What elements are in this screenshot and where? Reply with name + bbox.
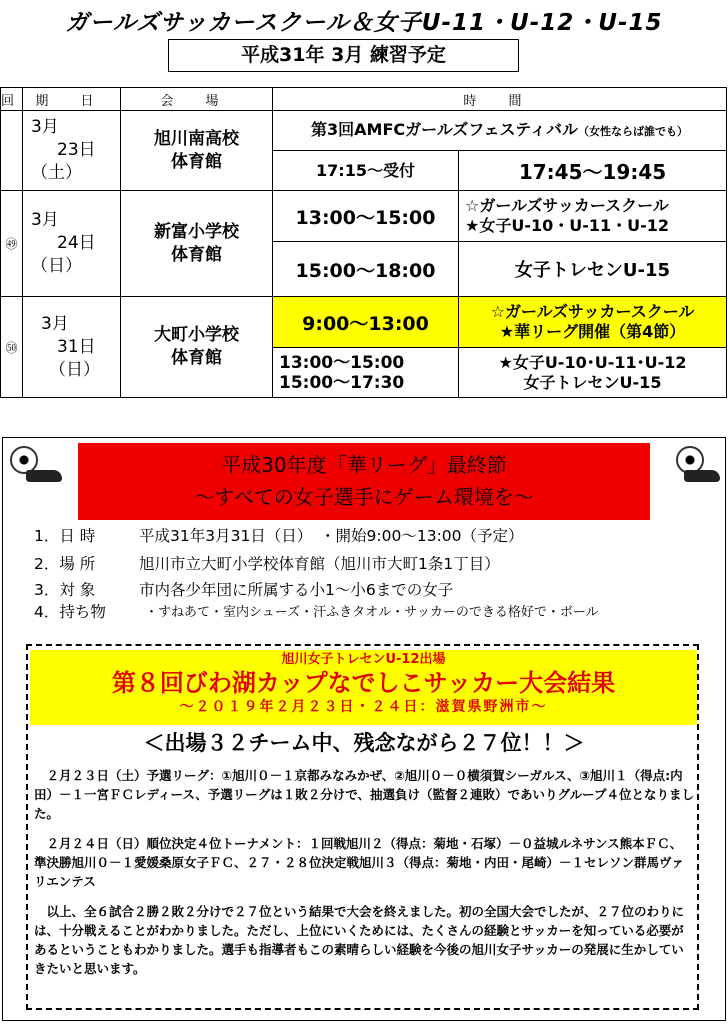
info-value: ・すねあて・室内シューズ・汗ふきタオル・サッカーのできる格好で・ボール [145, 605, 599, 620]
info-label: 2．場 所 [34, 555, 96, 573]
report-paragraph: ２月２４日（日）順位決定４位トーナメント：１回戦旭川２（得点：菊地・石塚）－０益城ルネサンス熊本ＦＣ、準決勝旭川０－１愛媛桑原女子ＦＣ、２７・２８位決定戦旭川３（得点：菊地・内田・尾崎）－１セレソン群馬ヴァリエンテス [34, 836, 684, 889]
event-note: （女性ならば誰でも） [577, 124, 688, 138]
table-header-row [1, 88, 727, 111]
time-main: 17:45～19:45 [459, 151, 727, 191]
schedule-subtitle: 平成31年 3月 練習予定 [168, 39, 519, 72]
header-time: 時 間 [273, 88, 727, 111]
info-label: 3．対 象 [34, 581, 96, 599]
venue-name: 大町小学校 [154, 325, 239, 345]
soccer-shoe-icon [26, 470, 62, 482]
slot-program [459, 348, 727, 398]
venue-cell [121, 297, 273, 398]
slot-time-highlight: 9:00～13:00 [273, 297, 459, 348]
report-paragraph: ２月２３日（土）予選リーグ：①旭川０－１京都みなみかぜ、②旭川０－０横須賀シーガルス、③旭川１（得点:内田）－１一宮ＦＣレディース、予選リーグは１敗２分けで、抽選負け（監督２連敗）であいりグループ４位となりました。 [34, 768, 695, 821]
report-paragraph: 以上、全６試合２勝２敗２分けで２７位という結果で大会を終えました。初の全国大会でしたが、２７位のわりには、十分戦えることがわかりました。ただし、上位にいくためには、たくさんの経験とサッカーを知っている必要があるということもわかりました。選手も指導者もこの素晴らしい経験を今後の旭川女子サッカーの発展に生かしていきたいと思います。 [34, 904, 685, 976]
info-value: 旭川市立大町小学校体育館（旭川市大町1条1丁目） [139, 555, 500, 573]
info-label: 4．持ち物 [34, 603, 106, 621]
banner-title: 平成30年度「華リーグ」最終節 [221, 453, 507, 477]
soccer-shoe-icon [684, 470, 720, 482]
program-line: ★女子U-10・U-11・U-12 [465, 216, 670, 235]
tournament-team: 旭川女子トレセンU-12出場 [281, 652, 446, 667]
date-cell [23, 111, 121, 191]
program-line: 女子トレセンU-15 [523, 372, 662, 392]
round-number: ㊾ [1, 191, 23, 297]
date-day: 23日 [57, 140, 96, 160]
slot-program [459, 191, 727, 242]
tournament-result: ＜出場３２チーム中、残念ながら２７位！！＞ [143, 731, 585, 755]
info-row [0, 601, 728, 624]
program-line: ☆ガールズサッカースクール [490, 302, 695, 321]
tournament-date: ～２０１９年２月２３日・２４日：滋賀県野洲市～ [179, 699, 548, 715]
venue-name: 新富小学校 [154, 221, 239, 242]
venue-cell [121, 191, 273, 297]
program-line: ★女子U-10･U-11･U-12 [498, 352, 687, 372]
round-number [1, 111, 23, 191]
venue-hall: 体育館 [171, 244, 222, 265]
time-reception: 17:15～受付 [273, 151, 459, 191]
date-month: 3月 [31, 210, 59, 230]
league-banner [78, 443, 650, 520]
info-row [0, 579, 728, 602]
date-weekday: （日） [31, 256, 82, 276]
slot-time [273, 348, 459, 398]
program-line: ★華リーグ開催（第4節） [499, 322, 686, 341]
event-title [273, 111, 727, 151]
slot-program: 女子トレセンU-15 [459, 242, 727, 297]
round-number: ㊿ [1, 297, 23, 398]
info-row [0, 525, 728, 548]
date-day: 31日 [57, 336, 96, 357]
event-name: 第3回AMFCガールズフェスティバル [311, 119, 578, 139]
header-date: 期 日 [23, 88, 121, 111]
time-line: 15:00～17:30 [279, 372, 405, 393]
tournament-banner [30, 650, 697, 725]
date-weekday: （土） [31, 163, 82, 183]
header-round: 回 [1, 88, 23, 111]
date-cell [23, 297, 121, 398]
venue-hall: 体育館 [171, 151, 222, 172]
info-row [0, 553, 728, 576]
date-month: 3月 [31, 117, 59, 137]
tournament-title: 第８回びわ湖カップなでしこサッカー大会結果 [111, 669, 616, 697]
slot-time: 13:00～15:00 [273, 191, 459, 242]
page-title: ガールズサッカースクール＆女子U-11・U-12・U-15 [65, 10, 663, 36]
date-cell [23, 191, 121, 297]
slot-time: 15:00～18:00 [273, 242, 459, 297]
date-weekday: （日） [49, 359, 100, 380]
date-day: 24日 [57, 233, 96, 253]
banner-slogan: ～すべての女子選手にゲーム環境を～ [194, 485, 534, 509]
table-row [1, 191, 727, 242]
info-value: 市内各少年団に所属する小1～小6までの女子 [139, 581, 454, 599]
table-row [1, 111, 727, 151]
venue-cell [121, 111, 273, 191]
schedule-table [0, 87, 727, 398]
slot-program-highlight [459, 297, 727, 348]
time-line: 13:00～15:00 [279, 352, 405, 373]
table-row [1, 297, 727, 348]
header-venue: 会 場 [121, 88, 273, 111]
info-value: 平成31年3月31日（日） ・開始9:00～13:00（予定） [139, 527, 524, 545]
info-label: 1．日 時 [34, 527, 96, 545]
venue-name: 旭川南高校 [154, 128, 239, 149]
date-month: 3月 [41, 313, 69, 334]
program-line: ☆ガールズサッカースクール [465, 196, 669, 215]
venue-hall: 体育館 [171, 348, 222, 368]
